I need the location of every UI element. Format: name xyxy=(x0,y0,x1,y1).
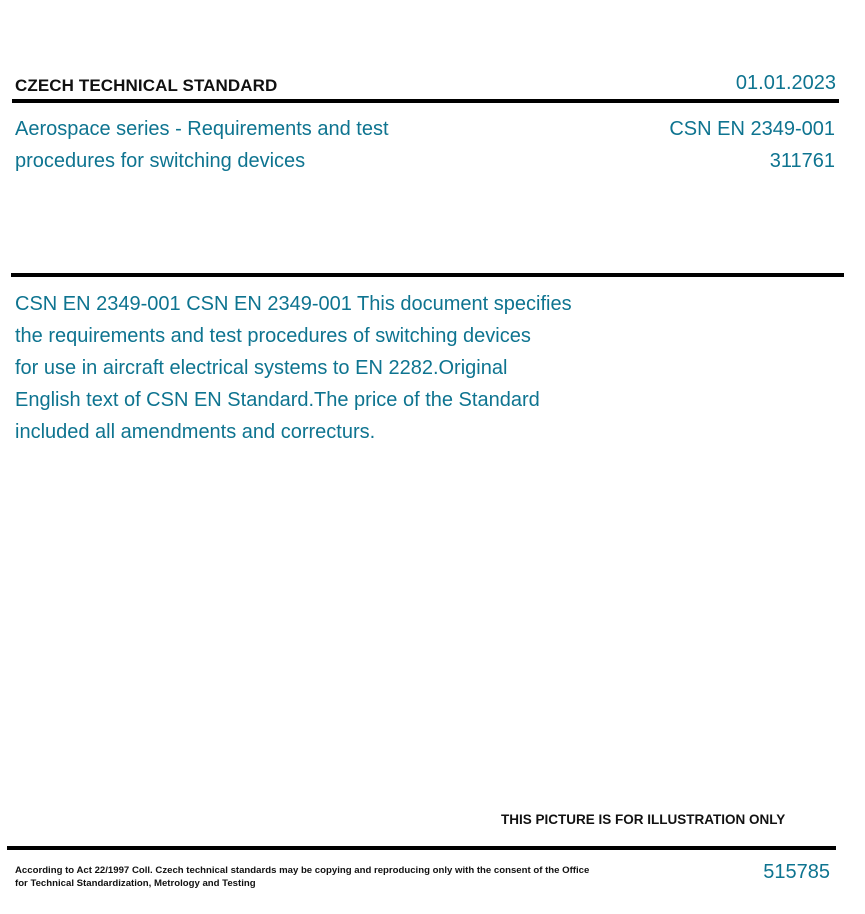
publication-date: 01.01.2023 xyxy=(735,72,836,94)
illustration-notice: THIS PICTURE IS FOR ILLUSTRATION ONLY xyxy=(501,812,786,827)
catalog-number: 311761 xyxy=(769,150,835,172)
footer-divider xyxy=(7,846,836,850)
description-line: CSN EN 2349-001 CSN EN 2349-001 This document specifies xyxy=(15,293,572,315)
document-type-label: CZECH TECHNICAL STANDARD xyxy=(15,76,278,95)
footer-code: 515785 xyxy=(763,861,830,883)
standard-code: CSN EN 2349-001 xyxy=(669,118,835,140)
description-line: the requirements and test procedures of switching devices xyxy=(15,325,531,347)
standard-title-line: Aerospace series - Requirements and test xyxy=(15,118,389,140)
description-line: included all amendments and correcturs. xyxy=(15,421,376,443)
description-line: English text of CSN EN Standard.The price of the Standard xyxy=(15,389,540,411)
standard-identifiers xyxy=(669,113,835,177)
header-divider xyxy=(12,99,839,103)
standard-description xyxy=(15,288,655,448)
standard-title-line: procedures for switching devices xyxy=(15,150,306,172)
legal-notice-line: for Technical Standardization, Metrology and Testing xyxy=(15,878,256,889)
standard-title xyxy=(15,113,475,177)
legal-notice xyxy=(15,864,589,890)
legal-notice-line: According to Act 22/1997 Coll. Czech technical standards may be copying and reproducing only with the consent of the Office xyxy=(15,865,590,876)
description-line: for use in aircraft electrical systems to EN 2282.Original xyxy=(15,357,508,379)
section-divider xyxy=(11,273,844,277)
